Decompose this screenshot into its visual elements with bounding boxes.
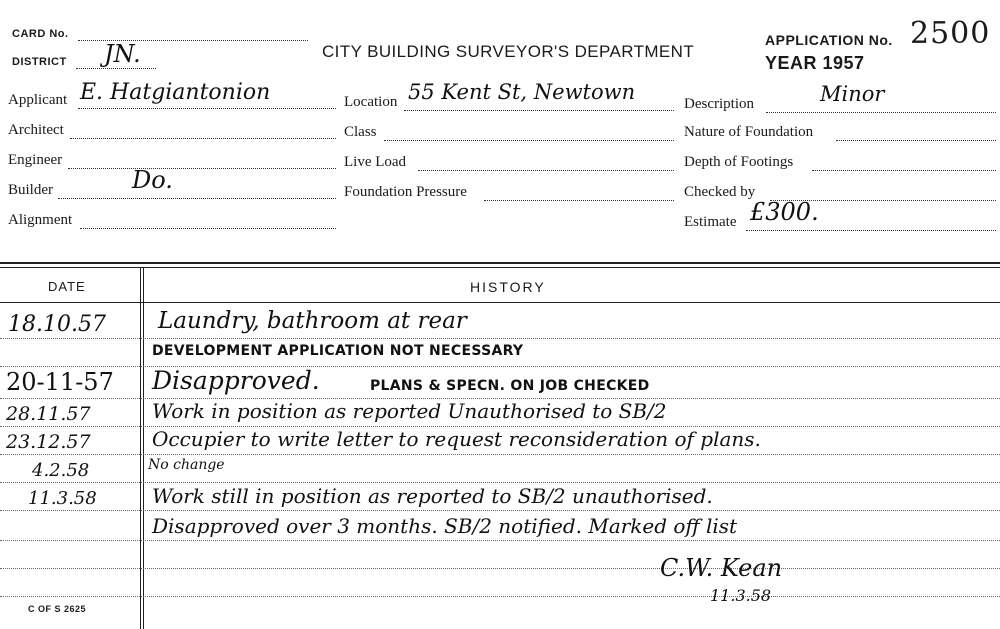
table-top-rule bbox=[0, 262, 1000, 264]
description-line bbox=[766, 112, 996, 113]
history-stamp: DEVELOPMENT APPLICATION NOT NECESSARY bbox=[152, 343, 524, 359]
foundation-pressure-label: Foundation Pressure bbox=[344, 184, 467, 200]
nature-foundation-label: Nature of Foundation bbox=[684, 124, 814, 140]
foundation-pressure-line bbox=[484, 200, 674, 201]
row-line bbox=[0, 568, 1000, 569]
applicant-label: Applicant bbox=[8, 92, 68, 108]
builder-label: Builder bbox=[8, 182, 53, 198]
alignment-line bbox=[80, 228, 336, 229]
nature-foundation-line bbox=[836, 140, 996, 141]
description-label: Description bbox=[684, 96, 754, 112]
row-line bbox=[0, 338, 1000, 339]
class-label: Class bbox=[344, 124, 377, 140]
history-date: 23.12.57 bbox=[6, 431, 91, 453]
live-load-line bbox=[418, 170, 674, 171]
depth-footings-line bbox=[812, 170, 996, 171]
architect-label: Architect bbox=[8, 122, 64, 138]
history-date: 28.11.57 bbox=[6, 403, 91, 425]
date-column-rule-right bbox=[143, 267, 144, 629]
history-header: HISTORY bbox=[470, 279, 546, 295]
row-line bbox=[0, 366, 1000, 367]
history-text: Occupier to write letter to request reconsideration of plans. bbox=[152, 427, 761, 451]
history-date: 20-11-57 bbox=[6, 368, 114, 396]
engineer-line bbox=[68, 168, 336, 169]
alignment-label: Alignment bbox=[8, 212, 73, 228]
card-no-label: CARD No. bbox=[12, 28, 69, 40]
location-value: 55 Kent St, Newtown bbox=[408, 80, 636, 104]
history-text: Laundry, bathroom at rear bbox=[158, 308, 467, 334]
depth-footings-label: Depth of Footings bbox=[684, 154, 794, 170]
history-text: Disapproved. bbox=[152, 366, 320, 395]
date-column-rule-left bbox=[140, 267, 141, 629]
year-label: YEAR 1957 bbox=[765, 53, 865, 73]
application-number: 2500 bbox=[910, 16, 991, 51]
architect-line bbox=[70, 138, 336, 139]
district-line bbox=[76, 68, 156, 69]
applicant-value: E. Hatgiantonion bbox=[80, 80, 271, 105]
estimate-label: Estimate bbox=[684, 214, 737, 230]
history-text: Disapproved over 3 months. SB/2 notified. Marked off list bbox=[152, 514, 738, 538]
location-line bbox=[404, 110, 674, 111]
table-header-rule bbox=[0, 302, 1000, 303]
builder-value: Do. bbox=[132, 166, 173, 194]
builder-line bbox=[58, 198, 336, 199]
row-line bbox=[0, 596, 1000, 597]
row-line bbox=[0, 510, 1000, 511]
application-label: APPLICATION No. bbox=[765, 32, 893, 48]
department-title: CITY BUILDING SURVEYOR'S DEPARTMENT bbox=[322, 42, 695, 61]
history-text: Work still in position as reported to SB/2 unauthorised. bbox=[152, 484, 713, 508]
checked-by-label: Checked by bbox=[684, 184, 756, 200]
signature: C.W. Kean bbox=[660, 554, 783, 582]
row-line bbox=[0, 482, 1000, 483]
history-date: 11.3.58 bbox=[28, 488, 97, 509]
date-header: DATE bbox=[48, 279, 86, 294]
table-top-rule-2 bbox=[0, 267, 1000, 268]
history-text: Work in position as reported Unauthorised to SB/2 bbox=[152, 399, 667, 423]
estimate-value: £300. bbox=[750, 198, 819, 226]
district-value: JN. bbox=[104, 40, 141, 68]
row-line bbox=[0, 540, 1000, 541]
history-date: 4.2.58 bbox=[32, 460, 90, 481]
signature-date: 11.3.58 bbox=[710, 586, 772, 605]
class-line bbox=[384, 140, 674, 141]
history-date: 18.10.57 bbox=[8, 312, 106, 337]
location-label: Location bbox=[344, 94, 398, 110]
district-label: DISTRICT bbox=[12, 56, 67, 68]
applicant-line bbox=[78, 108, 336, 109]
description-value: Minor bbox=[820, 82, 885, 106]
row-line bbox=[0, 454, 1000, 455]
form-code: C OF S 2625 bbox=[28, 604, 87, 614]
estimate-line bbox=[746, 230, 996, 231]
history-stamp: PLANS & SPECN. ON JOB CHECKED bbox=[370, 378, 650, 394]
live-load-label: Live Load bbox=[344, 154, 407, 170]
engineer-label: Engineer bbox=[8, 152, 63, 168]
history-text: No change bbox=[148, 457, 225, 473]
